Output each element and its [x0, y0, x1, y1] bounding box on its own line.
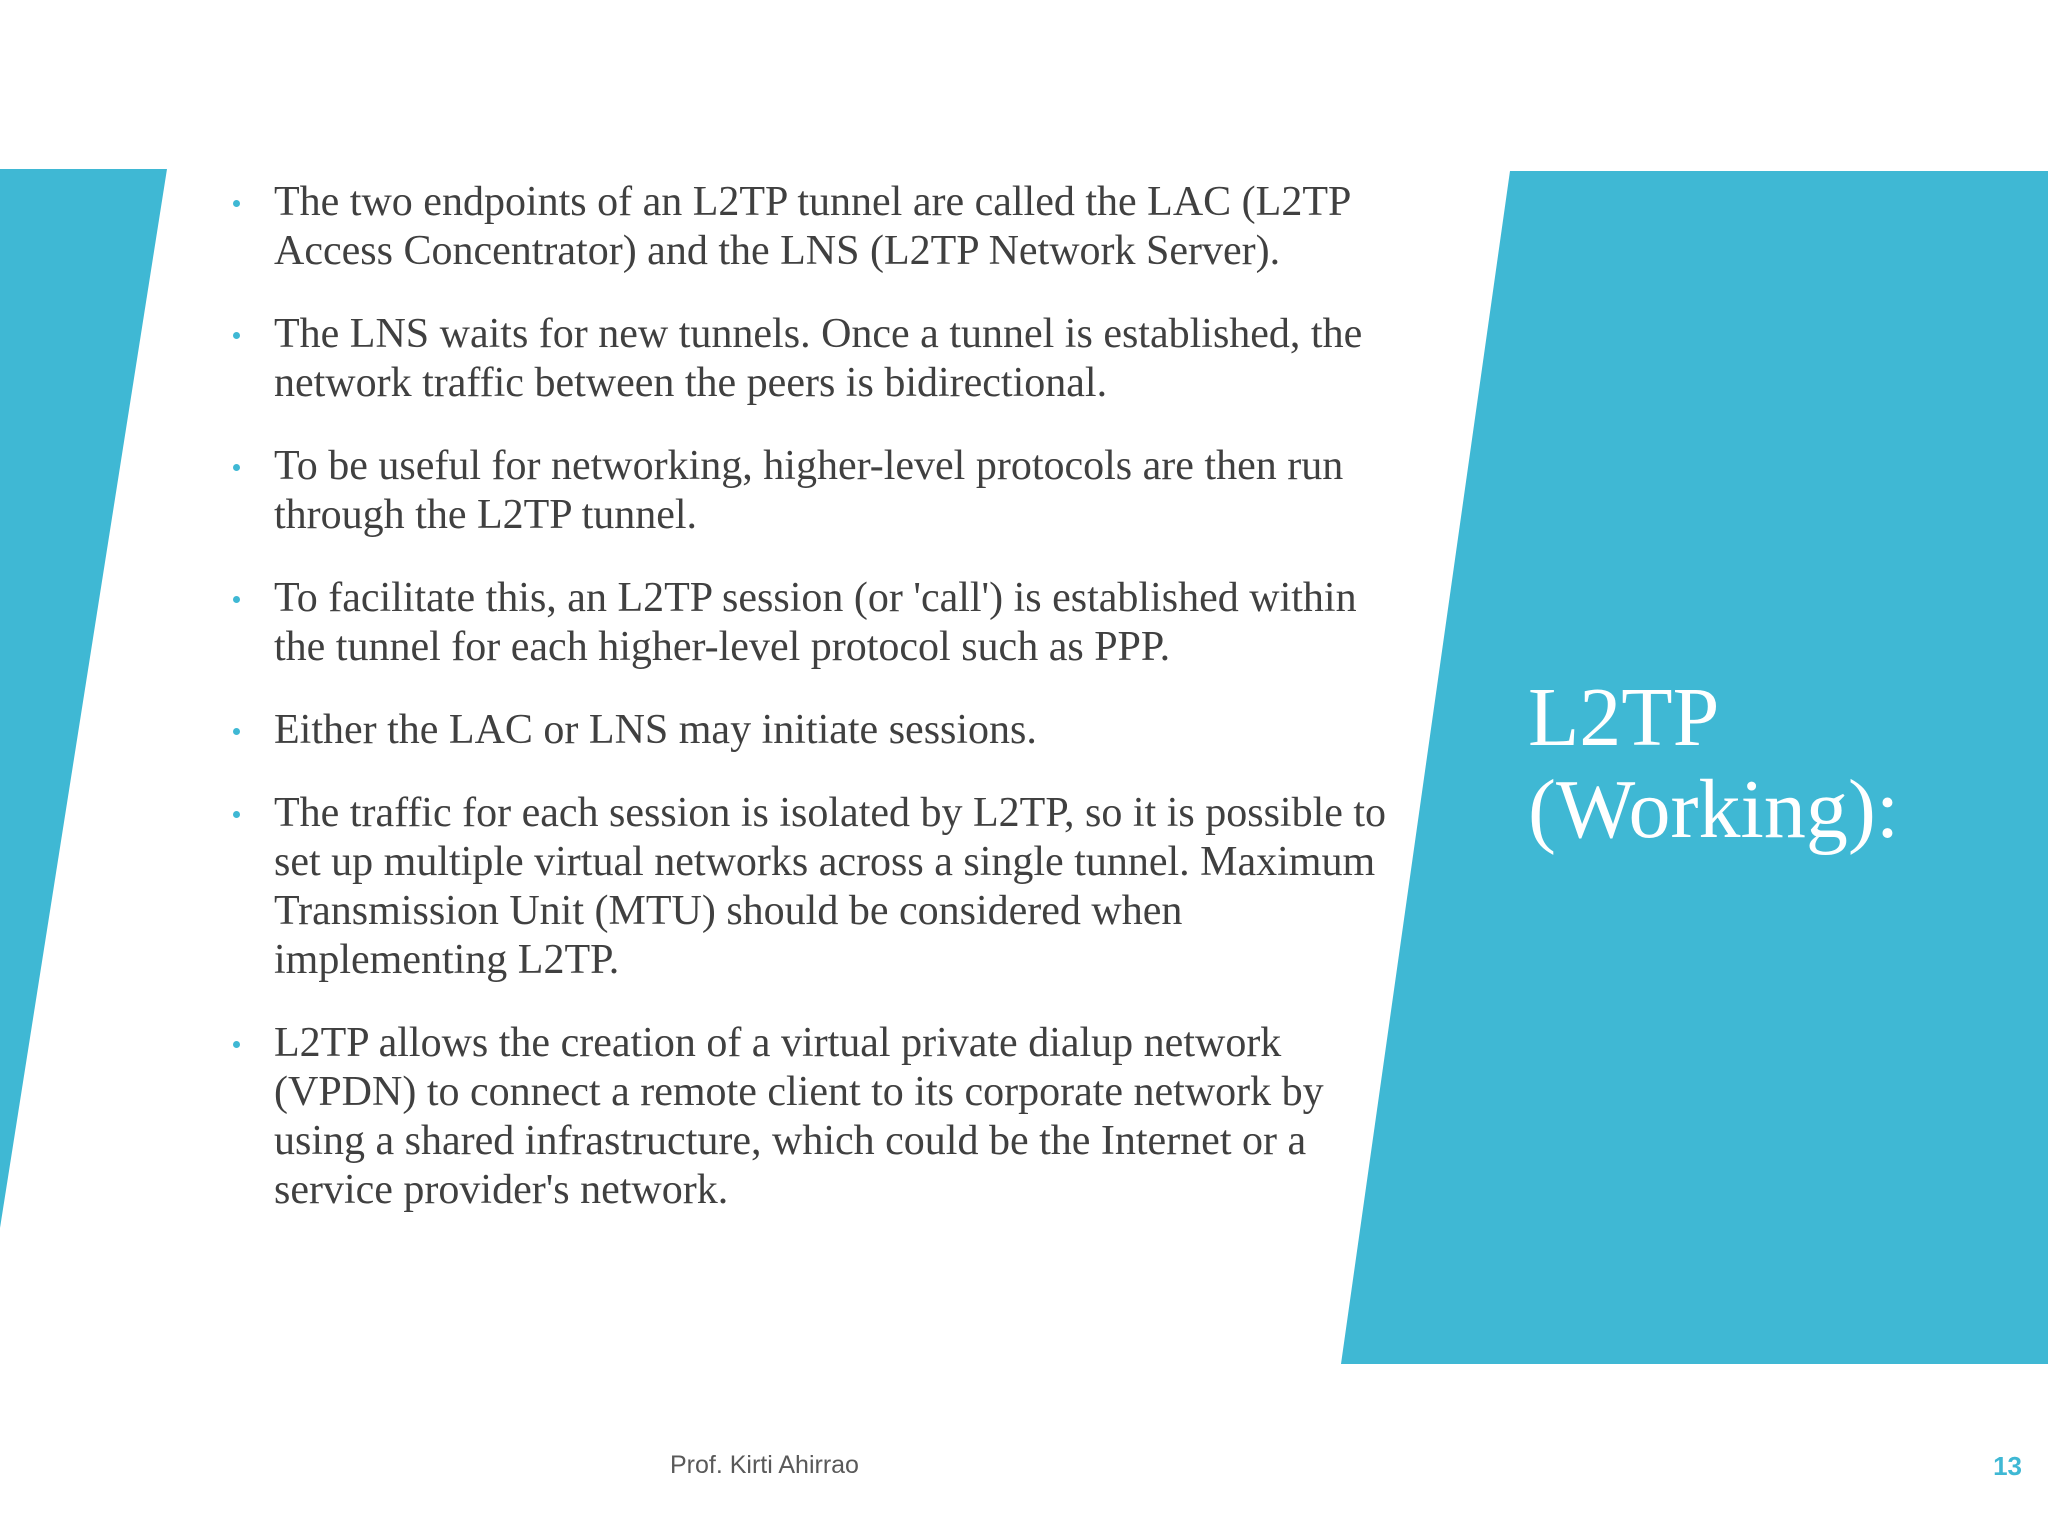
bullet-dot-icon [233, 1041, 240, 1048]
left-accent-band [0, 169, 167, 1228]
bullet-text: The two endpoints of an L2TP tunnel are called the LAC (L2TP Access Concentrator) and the LNS (L2TP Network Server). [274, 179, 1350, 274]
bullet-item [233, 1019, 1403, 1215]
bullet-dot-icon [233, 596, 240, 603]
bullet-text: The traffic for each session is isolated by L2TP, so it is possible to set up multiple virtual networks across a single tunnel. Maximum Transmission Unit (MTU) should be considered when implementing L2TP. [274, 790, 1387, 983]
bullet-item [233, 789, 1403, 985]
bullet-item [233, 178, 1403, 276]
bullet-dot-icon [233, 811, 240, 818]
footer-author: Prof. Kirti Ahirrao [670, 1451, 859, 1479]
bullet-dot-icon [233, 728, 240, 735]
bullet-text: Either the LAC or LNS may initiate sessions. [274, 707, 1037, 753]
bullet-dot-icon [233, 200, 240, 207]
bullet-list [233, 178, 1403, 1249]
bullet-item [233, 706, 1403, 755]
bullet-text: L2TP allows the creation of a virtual private dialup network (VPDN) to connect a remote client to its corporate network by using a shared infrastructure, which could be the Internet or a service provider's network. [274, 1020, 1324, 1213]
bullet-text: To facilitate this, an L2TP session (or 'call') is established within the tunnel for each higher-level protocol such as PPP. [274, 575, 1357, 670]
slide-number: 13 [1993, 1451, 2022, 1481]
bullet-item [233, 442, 1403, 540]
slide-title [1528, 672, 2008, 856]
bullet-item [233, 574, 1403, 672]
bullet-item [233, 310, 1403, 408]
bullet-dot-icon [233, 332, 240, 339]
bullet-text: To be useful for networking, higher-level protocols are then run through the L2TP tunnel. [274, 443, 1344, 538]
slide-title-line: (Working): [1528, 763, 1900, 856]
slide-title-line: L2TP [1528, 671, 1720, 764]
bullet-text: The LNS waits for new tunnels. Once a tunnel is established, the network traffic between the peers is bidirectional. [274, 311, 1363, 406]
bullet-dot-icon [233, 464, 240, 471]
